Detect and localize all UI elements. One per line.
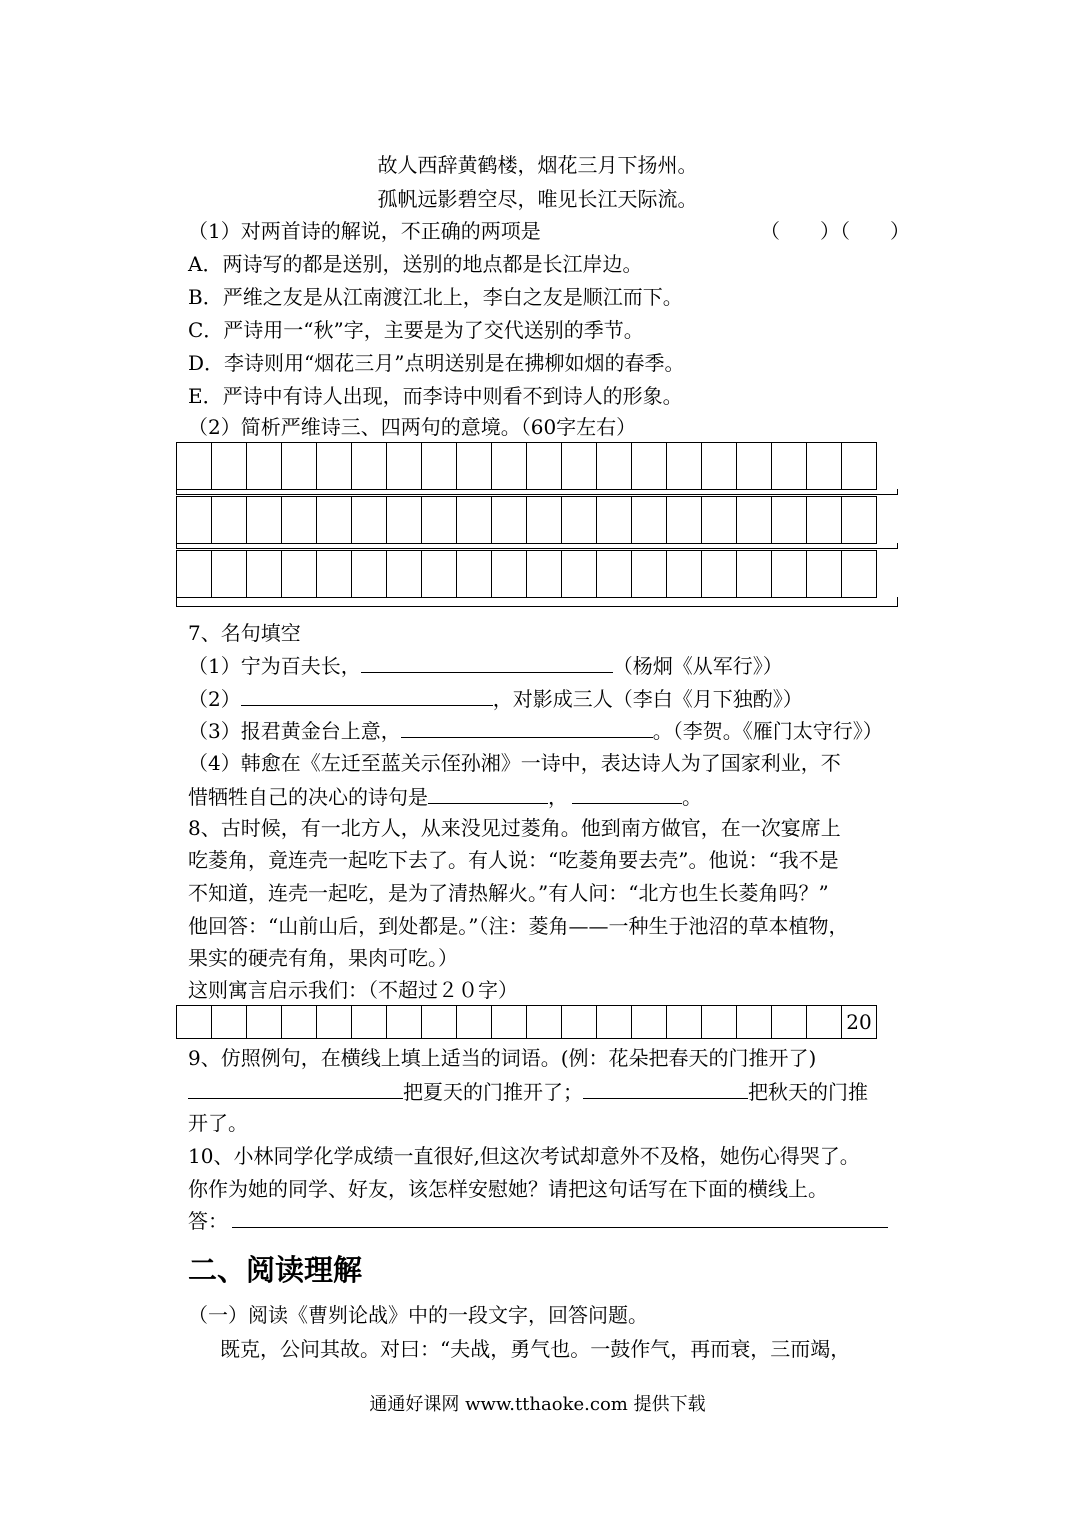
grid-cell-count[interactable]: 20 [842,1006,877,1039]
q6-option-b: B．严维之友是从江南渡江北上，李白之友是顺江而下。 [188,285,683,309]
q6-sub2: （2）简析严维诗三、四两句的意境。（60字左右） [188,415,637,439]
q8-line-4: 他回答：“山前山后，到处都是。”（注：菱角——一种生于池沼的草本植物， [188,914,849,938]
q7-item-3 [188,717,883,744]
grid-cell[interactable] [387,443,422,490]
reading-text: 既克，公问其故。对曰：“夫战，勇气也。一鼓作气，再而衰，三而竭， [220,1337,851,1361]
q6-sub1-answer-paren[interactable]: （ ）（ ） [760,219,910,243]
q7-title: 7、名句填空 [188,621,301,645]
grid-cell[interactable] [352,1006,387,1039]
q7-item-1 [188,652,783,679]
q6-option-d: D．李诗则用“烟花三月”点明送别是在拂柳如烟的春季。 [188,351,685,375]
grid-cell[interactable] [422,497,457,544]
grid-cell[interactable] [632,497,667,544]
answer-label: 答： [188,1209,228,1233]
fill-blank[interactable] [428,783,548,804]
grid-cell[interactable] [247,1006,282,1039]
grid-cell[interactable] [737,1006,772,1039]
q8-line-2: 吃菱角，竟连壳一起吃下去了。有人说：“吃菱角要去壳”。他说：“我不是 [188,848,839,872]
grid-cell[interactable] [562,1006,597,1039]
grid-cell[interactable] [527,1006,562,1039]
q8-prompt: 这则寓言启示我们：（不超过２０字） [188,978,518,1002]
section-heading: 二、阅读理解 [188,1253,363,1287]
grid-cell[interactable] [842,497,877,544]
grid-cell[interactable] [527,443,562,490]
q7-item-3-source: 。（李贺。《雁门太守行》） [652,719,883,743]
grid-cell[interactable] [387,497,422,544]
grid-cell[interactable] [667,1006,702,1039]
grid-cell[interactable] [247,497,282,544]
grid-cell[interactable] [352,551,387,598]
q7-item-4-line2 [188,783,702,810]
grid-cell[interactable] [527,497,562,544]
grid-cell[interactable] [667,497,702,544]
grid-cell[interactable] [422,551,457,598]
grid-cell[interactable] [632,551,667,598]
grid-cell[interactable] [317,551,352,598]
grid-cell[interactable] [422,443,457,490]
q6-option-e: E．严诗中有诗人出现，而李诗中则看不到诗人的形象。 [188,384,683,408]
grid-cell[interactable] [282,551,317,598]
grid-cell[interactable] [807,1006,842,1039]
grid-cell[interactable] [702,1006,737,1039]
q7-item-4-period: 。 [682,785,702,809]
fill-blank[interactable] [241,685,493,706]
q6-sub1: （1）对两首诗的解说，不正确的两项是 [188,219,541,243]
grid-cell[interactable] [562,443,597,490]
q7-item-1-source: （杨炯《从军行》） [612,654,783,678]
grid-cell[interactable] [702,497,737,544]
fill-blank[interactable] [583,1078,748,1099]
grid-cell[interactable] [597,1006,632,1039]
grid-cell[interactable] [702,551,737,598]
grid-cell[interactable] [772,443,807,490]
grid-cell[interactable] [737,443,772,490]
answer-line[interactable] [232,1207,888,1228]
grid-cell[interactable] [317,443,352,490]
grid-cell[interactable] [282,1006,317,1039]
grid-cell[interactable] [562,551,597,598]
footer: 通通好课网 www.tthaoke.com 提供下载 [369,1394,706,1415]
grid-cell[interactable] [562,497,597,544]
q9-blanks [188,1078,868,1105]
grid-cell[interactable] [177,497,212,544]
q8-line-5: 果实的硬壳有角，果肉可吃。） [188,946,458,970]
q8-line-1: 8、古时候，有一北方人，从来没见过菱角。他到南方做官，在一次宴席上 [188,816,841,840]
answer-grid-row-1[interactable] [176,442,877,490]
q6-option-a: A．两诗写的都是送别，送别的地点都是长江岸边。 [188,252,643,276]
grid-cell[interactable] [177,443,212,490]
answer-grid-20[interactable] [176,1005,877,1039]
grid-cell[interactable] [737,497,772,544]
grid-cell[interactable] [212,497,247,544]
grid-cell[interactable] [667,443,702,490]
q10-line-2: 你作为她的同学、好友，该怎样安慰她？请把这句话写在下面的横线上。 [188,1177,828,1201]
q9-text-summer: 把夏天的门推开了； [403,1080,583,1104]
q7-item-3-text: （3）报君黄金台上意， [188,719,401,743]
q10-answer [188,1207,888,1234]
grid-cell[interactable] [807,443,842,490]
grid-cell[interactable] [597,443,632,490]
fill-blank[interactable] [401,717,653,738]
q7-item-4-comma: ， [548,785,568,809]
q7-item-2 [188,685,803,712]
grid-cell[interactable] [387,551,422,598]
grid-cell[interactable] [352,443,387,490]
q8-line-3: 不知道，连壳一起吃，是为了清热解火。”有人问：“北方也生长菱角吗？” [188,881,829,905]
grid-cell[interactable] [632,443,667,490]
grid-cell[interactable] [387,1006,422,1039]
grid-cell[interactable] [457,551,492,598]
q9-line-3: 开了。 [188,1111,248,1135]
grid-cell[interactable] [597,551,632,598]
grid-cell[interactable] [842,551,877,598]
grid-cell[interactable] [422,1006,457,1039]
answer-grid-row-3[interactable] [176,550,877,598]
grid-cell[interactable] [807,551,842,598]
grid-cell[interactable] [457,1006,492,1039]
grid-cell[interactable] [492,1006,527,1039]
q7-item-2-text: （2） [188,687,241,711]
grid-separator [176,489,898,495]
grid-separator [176,543,898,549]
grid-cell[interactable] [527,551,562,598]
poem-line-1: 故人西辞黄鹤楼，烟花三月下扬州。 [377,153,698,177]
answer-grid-row-2[interactable] [176,496,877,544]
grid-cell[interactable] [597,497,632,544]
poem-line-2: 孤帆远影碧空尽，唯见长江天际流。 [377,187,698,211]
grid-cell[interactable] [842,443,877,490]
grid-cell[interactable] [247,443,282,490]
grid-cell[interactable] [212,1006,247,1039]
q7-item-2-source: ，对影成三人（李白《月下独酌》） [492,687,803,711]
grid-separator [176,597,898,607]
grid-cell[interactable] [492,551,527,598]
fill-blank[interactable] [361,652,613,673]
grid-cell[interactable] [282,443,317,490]
grid-cell[interactable] [457,443,492,490]
grid-cell[interactable] [667,551,702,598]
reading-subheading: （一）阅读《曹刿论战》中的一段文字，回答问题。 [188,1303,648,1327]
grid-cell[interactable] [737,551,772,598]
grid-cell[interactable] [317,1006,352,1039]
grid-cell[interactable] [282,497,317,544]
q10-line-1: 10、小林同学化学成绩一直很好,但这次考试却意外不及格，她伤心得哭了。 [188,1144,860,1168]
q9-instruction: 9、仿照例句，在横线上填上适当的词语。(例：花朵把春天的门推开了) [188,1046,817,1070]
grid-cell[interactable] [772,497,807,544]
fill-blank[interactable] [188,1078,403,1099]
grid-cell[interactable] [807,497,842,544]
grid-cell[interactable] [317,497,352,544]
fill-blank[interactable] [572,783,682,804]
grid-cell[interactable] [772,551,807,598]
grid-cell[interactable] [212,551,247,598]
q7-item-4-text: 惜牺牲自己的决心的诗句是 [188,785,428,809]
grid-cell[interactable] [177,1006,212,1039]
q7-item-1-text: （1）宁为百夫长， [188,654,361,678]
grid-cell[interactable] [457,497,492,544]
grid-cell[interactable] [492,443,527,490]
grid-cell[interactable] [632,1006,667,1039]
grid-cell[interactable] [702,443,737,490]
q7-item-4-line1: （4）韩愈在《左迁至蓝关示侄孙湘》一诗中，表达诗人为了国家利业，不 [188,751,841,775]
grid-cell[interactable] [247,551,282,598]
grid-cell[interactable] [352,497,387,544]
grid-cell[interactable] [772,1006,807,1039]
q6-option-c: C．严诗用一“秋”字，主要是为了交代送别的季节。 [188,318,644,342]
grid-cell[interactable] [212,443,247,490]
q9-text-autumn: 把秋天的门推 [748,1080,868,1104]
grid-cell[interactable] [177,551,212,598]
grid-cell[interactable] [492,497,527,544]
